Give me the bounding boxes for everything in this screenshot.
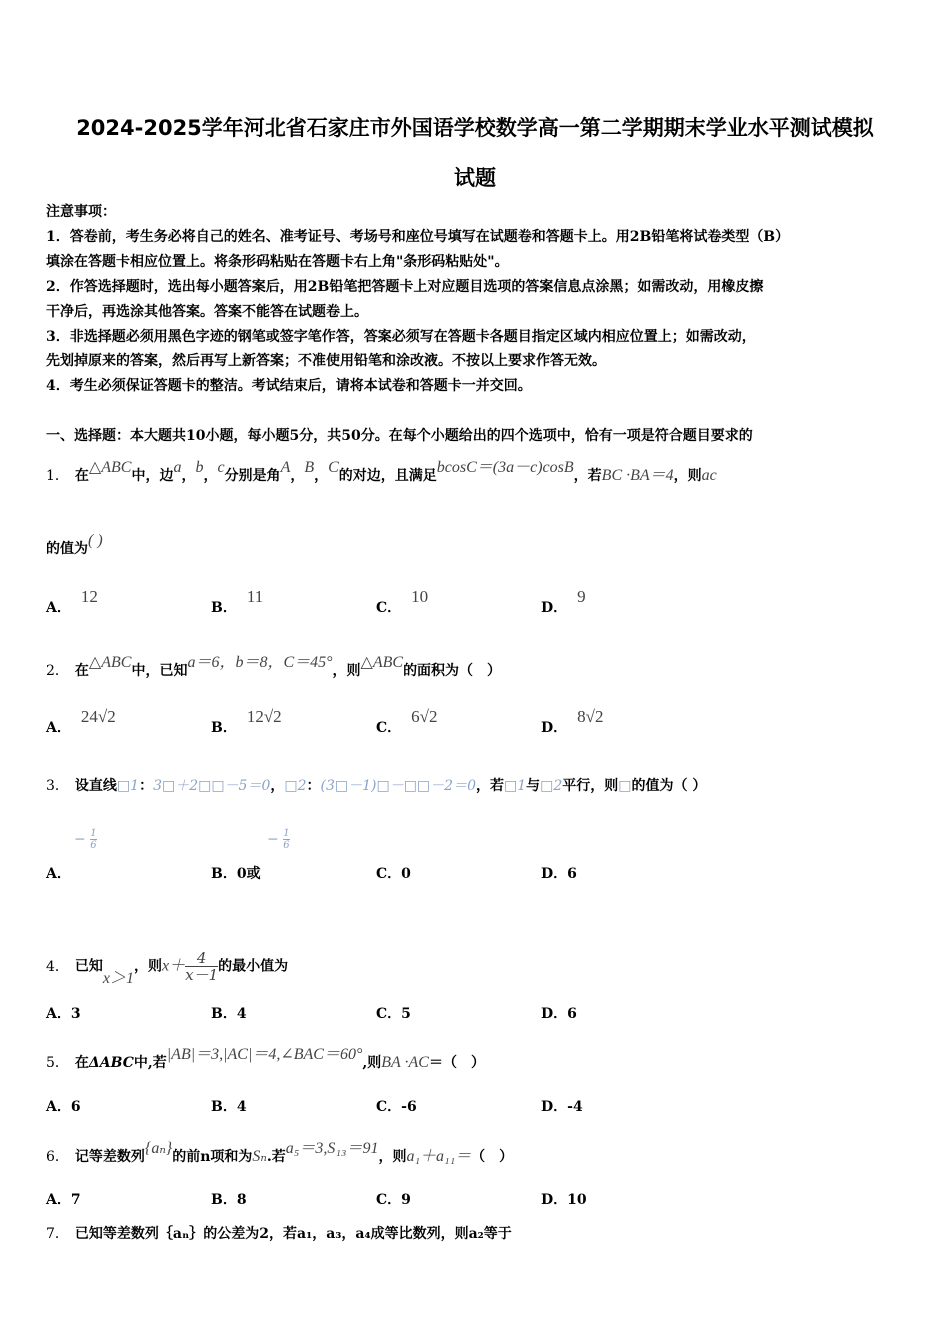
q1-option-a[interactable] [46,587,98,617]
math: BC ·BA＝4 [601,467,674,484]
option-value: 11 [246,587,264,606]
question-number: 7． [46,1226,69,1242]
text: 与 [526,778,541,794]
option-label: B． [211,720,237,736]
q1-option-d[interactable] [541,587,586,617]
q1-option-b[interactable] [211,587,264,617]
text: 分别是角 [224,468,281,484]
math: a [173,459,182,476]
text: ，则 [378,1149,407,1165]
option-value: 24√2 [80,707,116,726]
math: □1 [116,778,140,794]
q3-option-c[interactable]: C．0 [376,866,411,882]
q5-option-c[interactable]: C．-6 [376,1099,417,1115]
math: bcosC＝(3a－c)cosB [436,459,574,476]
text: .若 [266,1149,286,1165]
option-label: A． [46,720,71,736]
notice-item-2a: 2．作答选择题时，选出每小题答案后，用2B铅笔把答题卡上对应题目选项的答案信息点涂黑；如需改动，用橡皮擦 [46,279,764,295]
option-value: 12√2 [246,707,282,726]
option-label: A． [46,600,71,616]
text: ， [181,468,196,484]
exam-title-line1: 2024-2025学年河北省石家庄市外国语学校数学高一第二学期期末学业水平测试模拟 [76,116,874,140]
question-2 [46,654,502,680]
math: △ABC [88,459,132,476]
text: 平行，则 [562,778,619,794]
option-label: C． [376,600,402,616]
text: 已知等差数列｛aₙ｝的公差为2，若a₁，a₃，a₄成等比数列，则a₂等于 [74,1226,512,1242]
q2-option-d[interactable] [541,707,604,737]
q3-option-b[interactable] [211,828,290,882]
option-value: 10 [411,587,429,606]
text: 的面积为（ ） [403,663,502,679]
text: 中,若 [133,1055,167,1071]
math: △ABC [360,654,404,671]
frac-den: 6 [283,840,290,851]
q6-option-d[interactable]: D．10 [541,1192,587,1208]
minus-sign: − [267,831,279,848]
question-3 [46,775,706,795]
math: △ABC [88,654,132,671]
q1-option-c[interactable] [376,587,429,617]
option-value: 9 [577,587,586,606]
text: ，则 [134,958,163,975]
option-label: D． [541,720,568,736]
text: ： [139,778,154,794]
text: 在 [74,1055,89,1071]
question-number: 2． [46,663,69,679]
math: ΔABC [88,1055,134,1071]
text: 已知 [74,958,103,975]
text: 的值为 [46,541,88,557]
text: ，则 [673,468,702,484]
fraction [185,950,218,983]
math: □2 [540,778,563,794]
question-5 [46,1046,485,1072]
math: C [328,459,339,476]
option-label: A． [46,866,71,882]
math: BA ·AC [381,1054,429,1071]
math: ac [701,467,717,484]
text: 在 [74,663,89,679]
math: b [195,459,204,476]
q4-option-c[interactable]: C．5 [376,1006,411,1022]
notice-item-3b: 先划掉原来的答案，然后再写上新答案；不准使用铅笔和涂改液。不按以上要求作答无效。 [46,353,606,369]
q2-option-b[interactable] [211,707,282,737]
option-label: B． [211,866,237,882]
q6-option-b[interactable]: B．8 [211,1192,247,1208]
text: 的对边，且满足 [338,468,437,484]
minus-sign: − [74,831,86,848]
question-number: 3． [46,778,69,794]
text: 中，边 [131,468,174,484]
math: □2 [284,778,307,794]
text: 记等差数列 [74,1149,145,1165]
frac-den: 6 [90,840,97,851]
math: c [217,459,225,476]
q2-option-c[interactable] [376,707,438,737]
q6-option-a[interactable]: A．7 [46,1192,81,1208]
notice-item-3a: 3．非选择题必须用黑色字迹的钢笔或签字笔作答，答案必须写在答题卡各题目指定区域内相应位置上；如需改动， [46,329,756,345]
question-6 [46,1140,514,1166]
text: ＝（ ） [428,1055,485,1071]
math: a₅＝3,S₁₃＝91 [285,1140,379,1157]
math: A [280,459,291,476]
math: x＞1 [102,969,135,987]
section-heading: 一、选择题：本大题共10小题，每小题5分，共50分。在每个小题给出的四个选项中，恰有一项是符合题目要求的 [46,428,753,444]
text: 的最小值为 [218,958,289,975]
text: 的前n项和为 [172,1149,253,1165]
math: |AB|＝3,|AC|＝4,∠BAC＝60° [166,1046,363,1063]
q4-option-b[interactable]: B．4 [211,1006,247,1022]
q3-option-d[interactable]: D．6 [541,866,577,882]
answer-paren: ( ) [88,532,103,549]
text: ： [306,778,321,794]
text: ， [270,778,285,794]
q2-option-a[interactable] [46,707,116,737]
text: 中，已知 [131,663,188,679]
text: ， [290,468,305,484]
question-4 [46,949,289,987]
question-number: 5． [46,1055,69,1071]
q4-option-a[interactable]: A．3 [46,1006,81,1022]
text: ,则 [362,1055,382,1071]
q5-option-d[interactable]: D．-4 [541,1099,583,1115]
question-number: 1． [46,468,69,484]
option-label: B． [211,600,237,616]
math: B [304,459,315,476]
q6-option-c[interactable]: C．9 [376,1192,411,1208]
frac-num: 1 [283,828,290,839]
option-value: 0或 [236,866,261,882]
frac-den: x－1 [185,966,219,984]
question-1-line2 [46,532,103,558]
text: 设直线 [74,778,117,794]
option-value: 12 [80,587,98,606]
notice-item-4: 4．考生必须保证答题卡的整洁。考试结束后，请将本试卷和答题卡一并交回。 [46,378,532,394]
math: x＋ [162,957,186,975]
math: □ [618,778,632,794]
math: 3□＋2□□－5＝0 [153,778,271,794]
option-value: 6√2 [411,707,438,726]
frac-num: 1 [90,828,97,839]
text: （ ） [471,1149,514,1165]
notice-item-1b: 填涂在答题卡相应位置上。将条形码粘贴在答题卡右上角"条形码粘贴处"。 [46,254,509,270]
frac-num: 4 [185,950,218,967]
option-value: 8√2 [577,707,604,726]
math: {aₙ} [144,1140,173,1157]
option-label: C． [376,720,402,736]
question-number: 6． [46,1149,69,1165]
text: ， [314,468,329,484]
text: ，则 [332,663,361,679]
math: a＝6，b＝8，C＝45° [187,654,333,671]
question-7 [46,1223,512,1243]
text: ， [203,468,218,484]
exam-title-line2: 试题 [454,166,496,190]
q5-option-a[interactable]: A．6 [46,1099,81,1115]
option-label: D． [541,600,568,616]
q4-option-d[interactable]: D．6 [541,1006,577,1022]
notice-heading: 注意事项： [46,204,116,220]
text: ，若 [475,778,504,794]
notice-item-1a: 1．答卷前，考生务必将自己的姓名、准考证号、考场号和座位号填写在试题卷和答题卡上。用2B铅笔将试卷类型（B） [46,229,790,245]
question-1 [46,459,717,485]
math: □1 [503,778,527,794]
text: 的值为（ ） [631,778,707,794]
math: a₁＋a₁₁＝ [406,1148,472,1165]
text: 在 [74,468,89,484]
text: ，若 [573,468,602,484]
notice-item-2b: 干净后，再选涂其他答案。答案不能答在试题卷上。 [46,304,368,320]
q5-option-b[interactable]: B．4 [211,1099,247,1115]
math: Sₙ [252,1148,267,1165]
math: (3□－1)□－□□－2＝0 [320,778,476,794]
q3-option-a[interactable] [46,828,97,882]
question-number: 4． [46,958,69,975]
